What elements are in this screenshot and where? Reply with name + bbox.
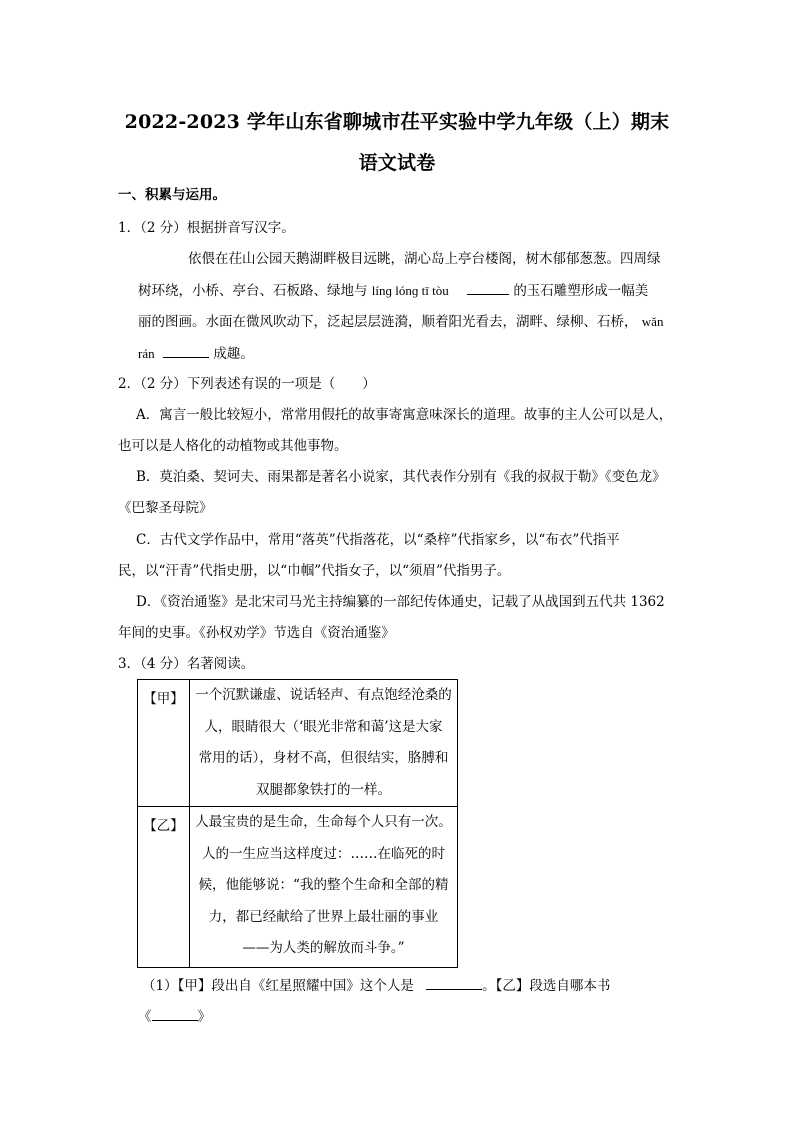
q3-yi-line5: ——为人类的解放而斗争。” (242, 940, 405, 956)
q1-line3 (138, 312, 663, 332)
q1-line2 (138, 280, 648, 301)
q2-stem: 2．（2 分）下列表述有误的一项是（ ） (118, 376, 376, 392)
q1-line2-tail: 的玉石雕塑形成一幅美 (513, 283, 649, 299)
q1-line3-text: 丽的图画。水面在微风吹动下，泛起层层涟漪，顺着阳光看去，湖畔、绿柳、石桥， (138, 314, 638, 330)
q2-option-c-line2: 民，以“汗青”代指史册，以“巾帼”代指女子，以“须眉”代指男子。 (118, 563, 511, 579)
q1-stem: 1．（2 分）根据拼音写汉字。 (118, 220, 295, 236)
q1-line4 (138, 343, 254, 364)
q3-jia-line3: 常用的话），身材不高，但很结实，胳膊和 (198, 750, 449, 766)
q3-stem: 3．（4 分）名著阅读。 (118, 656, 255, 672)
q2-option-d-line2: 年间的史事。《孙权劝学》节选自《资治通鉴》 (118, 625, 395, 641)
q3-yi-line3: 候，他能够说：“我的整个生命和全部的精 (198, 877, 449, 893)
exam-title-line1: 2022-2023 学年山东省聊城市茌平实验中学九年级（上）期末 (124, 111, 670, 133)
q3-yi-line2: 人的一生应当这样度过：……在临死的时 (202, 845, 445, 862)
q2-option-b-line1: B．莫泊桑、契诃夫、雨果都是著名小说家，其代表作分别有《我的叔叔于勒》《变色龙》 (136, 469, 666, 485)
q2-option-a-line1: A．寓言一般比较短小，常常用假托的故事寄寓意味深长的道理。故事的主人公可以是人， (136, 407, 673, 423)
q3-jia-line1: 一个沉默谦虚、说话轻声、有点饱经沧桑的 (195, 687, 452, 703)
q3-sub1-open-bracket: 《 (138, 1009, 152, 1025)
q3-row-yi (138, 807, 458, 968)
q3-sub1-close-bracket: 》 (197, 1009, 211, 1025)
q1-blank2[interactable] (163, 343, 209, 358)
q1-blank1[interactable] (467, 280, 509, 295)
q1-pinyin2b: rán (138, 346, 155, 361)
q1-line1: 依偎在茌山公园天鹅湖畔极目远眺，湖心岛上亭台楼阁，树木郁郁葱葱。四周绿 (188, 251, 661, 267)
q2-option-a-line2: 也可以是人格化的动植物或其他事物。 (118, 438, 348, 454)
q3-sub1-text-b: 。【乙】段选自哪本书 (482, 978, 611, 994)
q3-sub1-blank2[interactable] (152, 1006, 198, 1021)
q1-pinyin1: línɡ lónɡ tī tòu (371, 283, 449, 298)
q3-sub1-line1 (142, 975, 610, 996)
q3-yi-line1: 人最宝贵的是生命，生命每个人只有一次。 (195, 814, 452, 830)
q3-jia-label: 【甲】 (138, 680, 190, 807)
exam-title-line2: 语文试卷 (358, 152, 436, 174)
q3-jia-line2: 人，眼睛很大（‘眼光非常和蔼’这是大家 (204, 718, 443, 735)
q2-option-c-line1: C．古代文学作品中，常用“落英”代指落花，以“桑梓”代指家乡，以“布衣”代指平 (136, 532, 620, 548)
q3-row-jia (138, 680, 458, 807)
q3-sub1-line2 (138, 1006, 211, 1027)
q3-jia-line4: 双腿都象铁打的一样。 (256, 781, 391, 798)
q1-line2-text: 树环绕，小桥、亭台、石板路、绿地与 (138, 283, 368, 299)
q3-yi-label: 【乙】 (138, 807, 190, 968)
q3-sub1-blank1[interactable] (426, 975, 482, 990)
q3-yi-content (190, 807, 458, 968)
q3-sub1-text-a: （1）【甲】段出自《红星照耀中国》这个人是 (142, 978, 414, 994)
q3-passage-table (137, 679, 458, 968)
section-heading: 一、积累与运用。 (118, 187, 226, 203)
q3-jia-content (190, 680, 458, 807)
q2-option-b-line2: 《巴黎圣母院》 (118, 500, 213, 516)
q1-line4-tail: 成趣。 (213, 346, 254, 362)
q2-option-d-line1: D．《资治通鉴》是北宋司马光主持编纂的一部纪传体通史，记载了从战国到五代共 1362 (136, 594, 665, 610)
q3-yi-line4: 力，都已经献给了世界上最壮丽的事业 (208, 908, 439, 925)
q1-pinyin2a: wǎn (641, 314, 664, 329)
